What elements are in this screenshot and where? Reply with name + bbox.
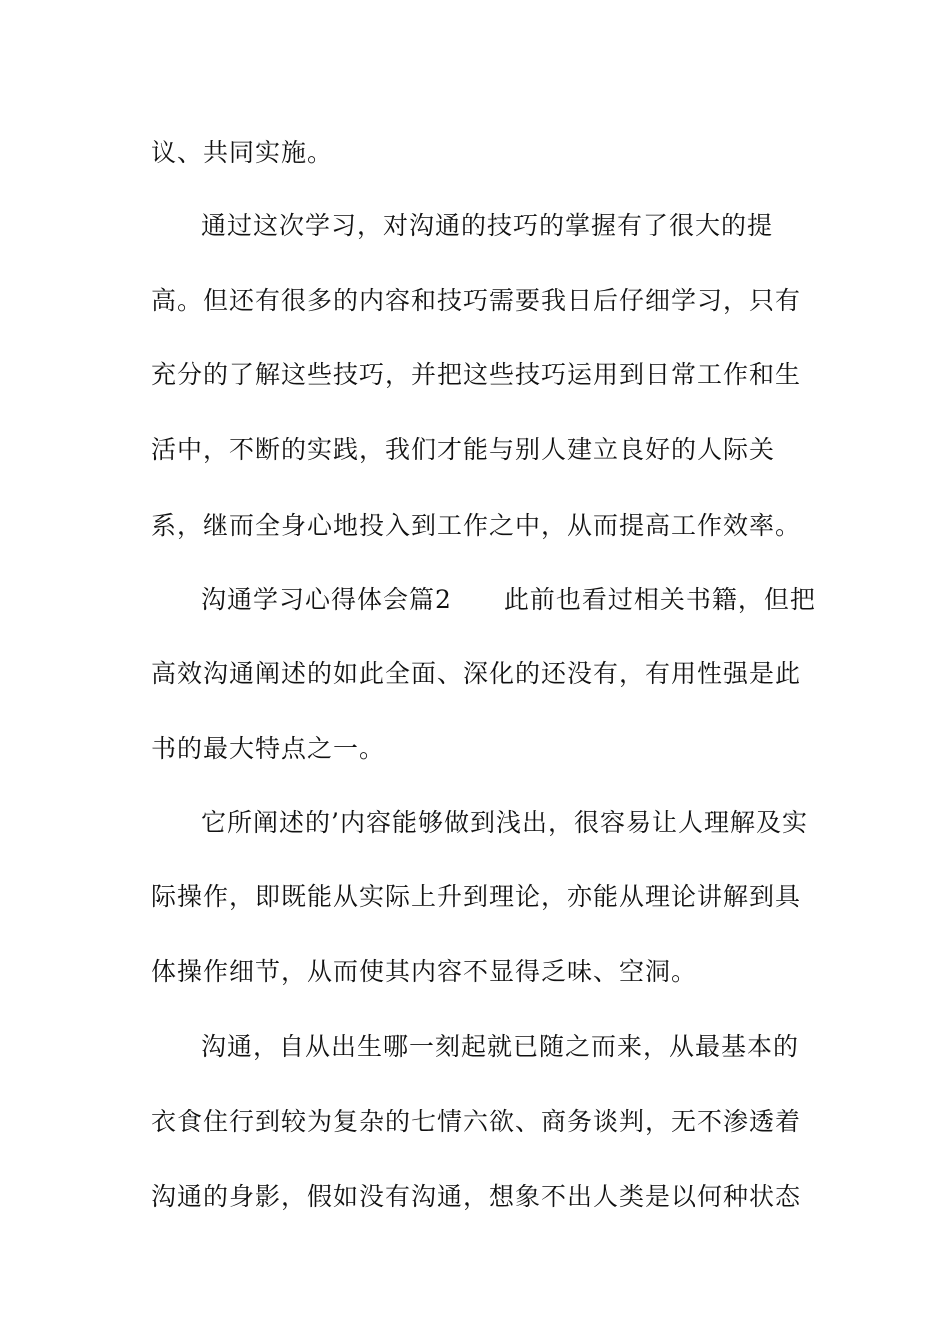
text-line-14: 衣食住行到较为复杂的七情六欲、商务谈判，无不渗透着 (151, 1107, 802, 1136)
text-line-10: 它所阐述的’内容能够做到浅出，很容易让人理解及实 (201, 808, 808, 837)
text-line-5: 活中，不断的实践，我们才能与别人建立良好的人际关 (151, 435, 776, 464)
text-line-1: 议、共同实施。 (151, 138, 334, 167)
text-line-2: 通过这次学习，对沟通的技巧的掌握有了很大的提 (201, 211, 774, 240)
text-line-9: 书的最大特点之一。 (151, 734, 386, 763)
text-line-4: 充分的了解这些技巧，并把这些技巧运用到日常工作和生 (151, 360, 802, 389)
text-line-8: 高效沟通阐述的如此全面、深化的还没有，有用性强是此 (151, 659, 802, 688)
text-line-15: 沟通的身影，假如没有沟通，想象不出人类是以何种状态 (151, 1182, 802, 1211)
text-line-6: 系，继而全身心地投入到工作之中，从而提高工作效率。 (151, 511, 802, 540)
text-line-11: 际操作，即既能从实际上升到理论，亦能从理论讲解到具 (151, 882, 802, 911)
text-line-13: 沟通，自从出生哪一刻起就已随之而来，从最基本的 (201, 1032, 800, 1061)
text-line-7: 沟通学习心得体会篇2 此前也看过相关书籍，但把 (201, 585, 816, 614)
text-line-12: 体操作细节，从而使其内容不显得乏味、空洞。 (151, 957, 698, 986)
text-line-3: 高。但还有很多的内容和技巧需要我日后仔细学习，只有 (151, 286, 802, 315)
